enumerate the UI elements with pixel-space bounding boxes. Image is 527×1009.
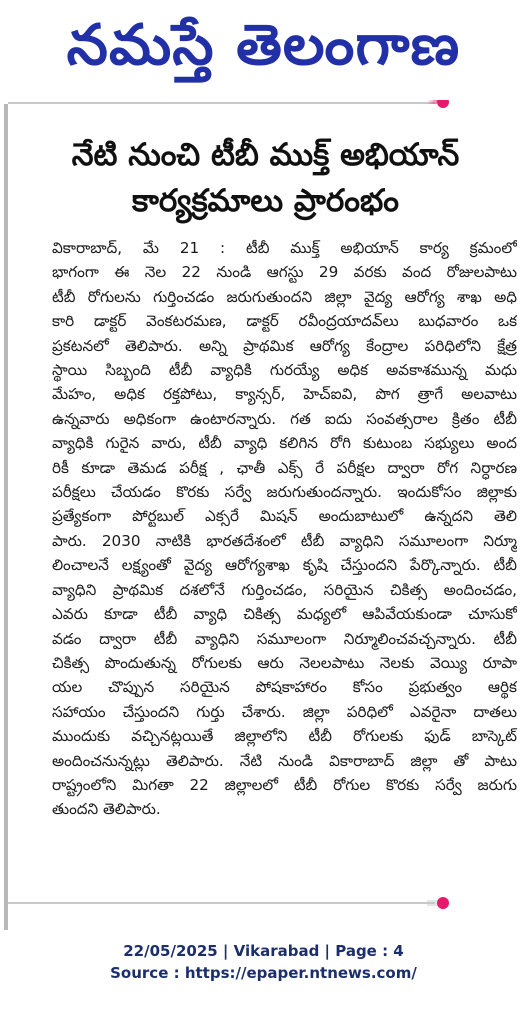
article-body-line: తుందని తెలిపారు. (52, 800, 161, 819)
headline-line-2: కార్యక్రమాలు ప్రారంభం (132, 183, 399, 219)
divider-trail (427, 100, 437, 104)
article-body-line: కారి డాక్టర్ వెంకటరమణ, డాక్టర్ రవీంద్రయాదవ్‌లు బుధవారం ఒక (52, 312, 517, 331)
article-body-line: సహాయం చేస్తుందని గుర్తు చేశారు. జిల్లా పరిధిలో ఎవరైనా దాతలు (52, 702, 517, 721)
footer-source: Source : https://epaper.ntnews.com/ (110, 964, 417, 982)
article-body-line: యల చొప్పున సరియైన పోషకాహారం కోసం ప్రభుత్వం ఆర్థిక (52, 678, 517, 697)
article-body (52, 236, 517, 822)
article-body-line: వ్యాధిని ప్రాథమిక దశలోనే గుర్తించడం, సరియైన చికిత్స అందించడం, (52, 580, 517, 599)
masthead (0, 0, 527, 92)
article-body-line: పారు. 2030 నాటికి భారతదేశంలో టీబీ వ్యాధిని సమూలంగా నిర్మూ (52, 531, 517, 550)
article-body-line: ఎవరు కూడా టీబీ వ్యాధి చికిత్స మధ్యలో ఆపివేయకుండా చూసుకో (52, 605, 517, 624)
headline-line-1: నేటి నుంచి టీబీ ముక్త్ అభియాన్ (71, 137, 460, 173)
article-body-line: వికారాబాద్, మే 21 : టీబీ ముక్త్ అభియాన్ కార్య క్రమంలో (52, 239, 517, 257)
footer-date-edition: 22/05/2025 | Vikarabad | Page : 4 (123, 942, 404, 960)
article-body-line: ఉన్నవారు అధికంగా ఉంటారన్నారు. గత ఐదు సంవత్సరాల క్రితం టీబీ (52, 409, 517, 428)
article-body-line: లించాలనే లక్ష్యంతో వైద్య ఆరోగ్యశాఖ కృషి చేస్తుందని పేర్కొన్నారు. టీబీ (52, 556, 517, 575)
divider-dot-icon (437, 100, 449, 108)
article-body-line: పరీక్షలు చేయడం కొరకు సర్వే జరుగుతుందన్నారు. ఇందుకోసం జిల్లాకు (52, 483, 517, 502)
next-article-divider (8, 902, 435, 904)
article-body-line: టీబీ రోగులను గుర్తించడం జరుగుతుందని జిల్లా వైద్య ఆరోగ్య శాఖ అధి (52, 287, 517, 306)
article-body-line: అందించనున్నట్లు తెలిపారు. నేటి నుండి వికారాబాద్ జిల్లా తో పాటు (52, 751, 517, 770)
article-body-line: ముందుకు వచ్చినట్లయితే జిల్లాలోని టీబీ రోగులకు ఫుడ్ బాస్కెట్ (52, 727, 517, 746)
article-body-line: స్థాయి సిబ్బంది టీబీ వ్యాధికి గురయ్యే అధిక అవకాశమున్న మధు (52, 361, 517, 380)
article-body-line: చికిత్స పొందుతున్న రోగులకు ఆరు నెలలపాటు నెలకు వెయ్యి రూపా (52, 653, 517, 672)
next-divider-dot-icon (437, 897, 449, 909)
article-body-line: రాష్ట్రంలోని మిగతా 22 జిల్లాలలో టీబీ రోగుల కొరకు సర్వే జరుగు (52, 775, 517, 794)
newspaper-logo-title: నమస్తే తెలంగాణ (66, 13, 461, 78)
article-clipping (0, 100, 527, 930)
article-headline (14, 132, 517, 224)
left-border-rule (4, 104, 8, 930)
article-body-line: ప్రకటనలో తెలిపారు. అన్ని ప్రాథమిక ఆరోగ్య కేంద్రాల పరిధిలోని క్షేత్ర (52, 336, 517, 355)
footer (0, 940, 527, 984)
top-divider (8, 102, 435, 104)
article-body-line: భాగంగా ఈ నెల 22 నుండి ఆగస్టు 29 వరకు వంద రోజులపాటు (52, 263, 517, 282)
article-body-line: వ్యాధికి గురైన వారు, టీబీ వ్యాధి కలిగిన రోగి కుటుంబ సభ్యులు అంద (52, 434, 517, 453)
article-body-line: వడం ద్వారా టీబీ వ్యాధిని సమూలంగా నిర్మూలించవచ్చన్నారు. టీబీ (52, 629, 517, 648)
article-body-line: రికీ కూడా తెమడ పరీక్ష , ఛాతీ ఎక్స్ రే పరీక్షల ద్వారా రోగ నిర్ధారణ (52, 458, 517, 477)
article-body-line: ప్రత్యేకంగా పోర్టబుల్ ఎక్సరే మిషన్ అందుబాటులో ఉన్నదని తెలి (52, 507, 517, 526)
article-body-line: మేహం, అధిక రక్తపోటు, క్యాన్సర్, హెచ్‌ఐవి, పొగ త్రాగే అలవాటు (52, 385, 517, 404)
